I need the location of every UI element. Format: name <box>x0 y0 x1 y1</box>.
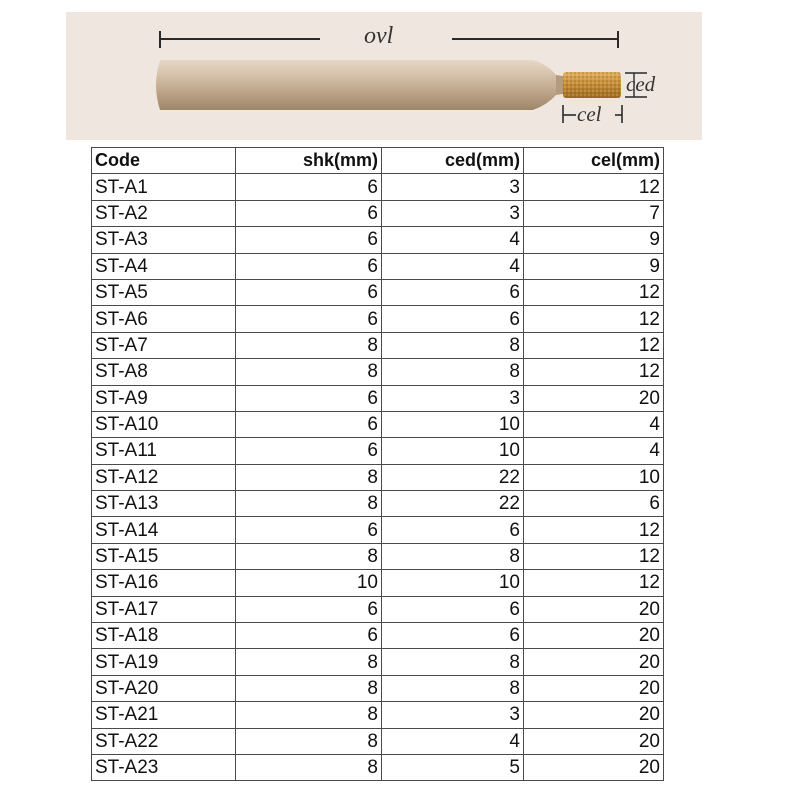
abrasive-texture <box>563 72 621 98</box>
mounted-point-illustration <box>66 12 702 140</box>
cell-code: ST-A15 <box>92 543 236 569</box>
cell-ced: 6 <box>382 596 524 622</box>
table-row <box>92 279 664 305</box>
cell-code: ST-A17 <box>92 596 236 622</box>
cell-ced: 10 <box>382 411 524 437</box>
cell-ced: 3 <box>382 174 524 200</box>
table-row <box>92 570 664 596</box>
table-row <box>92 385 664 411</box>
cell-code: ST-A22 <box>92 728 236 754</box>
ced-label: ced <box>626 72 656 96</box>
cell-ced: 4 <box>382 728 524 754</box>
cell-code: ST-A1 <box>92 174 236 200</box>
cell-cel: 12 <box>524 174 664 200</box>
cell-cel: 9 <box>524 227 664 253</box>
cell-shk: 6 <box>236 306 382 332</box>
cell-code: ST-A8 <box>92 359 236 385</box>
cell-ced: 10 <box>382 570 524 596</box>
cell-shk: 6 <box>236 517 382 543</box>
cell-ced: 6 <box>382 517 524 543</box>
cell-shk: 6 <box>236 200 382 226</box>
table-row <box>92 491 664 517</box>
table-row <box>92 227 664 253</box>
cell-cel: 12 <box>524 306 664 332</box>
shank-neck <box>556 75 563 95</box>
cell-code: ST-A12 <box>92 464 236 490</box>
cell-code: ST-A2 <box>92 200 236 226</box>
table-row <box>92 517 664 543</box>
tool-diagram <box>66 12 702 140</box>
cell-code: ST-A20 <box>92 675 236 701</box>
cell-shk: 6 <box>236 385 382 411</box>
cell-cel: 12 <box>524 332 664 358</box>
cell-shk: 6 <box>236 253 382 279</box>
cell-cel: 6 <box>524 491 664 517</box>
table-row <box>92 754 664 780</box>
cell-ced: 6 <box>382 306 524 332</box>
cell-cel: 4 <box>524 411 664 437</box>
cell-shk: 6 <box>236 174 382 200</box>
cell-code: ST-A16 <box>92 570 236 596</box>
cell-shk: 6 <box>236 279 382 305</box>
cell-cel: 20 <box>524 675 664 701</box>
cell-cel: 9 <box>524 253 664 279</box>
cell-ced: 22 <box>382 491 524 517</box>
cell-shk: 6 <box>236 596 382 622</box>
cell-shk: 10 <box>236 570 382 596</box>
cell-code: ST-A11 <box>92 438 236 464</box>
cell-code: ST-A7 <box>92 332 236 358</box>
cell-cel: 20 <box>524 385 664 411</box>
table-row <box>92 543 664 569</box>
cell-shk: 8 <box>236 754 382 780</box>
cell-code: ST-A9 <box>92 385 236 411</box>
header-ced: ced(mm) <box>382 148 524 174</box>
cell-code: ST-A13 <box>92 491 236 517</box>
table-row <box>92 438 664 464</box>
header-shk: shk(mm) <box>236 148 382 174</box>
table-row <box>92 411 664 437</box>
table-row <box>92 649 664 675</box>
cell-code: ST-A3 <box>92 227 236 253</box>
cell-cel: 12 <box>524 570 664 596</box>
table-row <box>92 675 664 701</box>
ovl-label: ovl <box>364 23 394 49</box>
cell-cel: 7 <box>524 200 664 226</box>
cell-code: ST-A19 <box>92 649 236 675</box>
header-cel: cel(mm) <box>524 148 664 174</box>
cell-ced: 6 <box>382 279 524 305</box>
cell-code: ST-A4 <box>92 253 236 279</box>
table-row <box>92 332 664 358</box>
cell-shk: 8 <box>236 332 382 358</box>
cell-code: ST-A18 <box>92 623 236 649</box>
cell-cel: 20 <box>524 649 664 675</box>
header-code: Code <box>92 148 236 174</box>
cell-shk: 8 <box>236 491 382 517</box>
cell-ced: 6 <box>382 623 524 649</box>
cell-code: ST-A10 <box>92 411 236 437</box>
cell-code: ST-A14 <box>92 517 236 543</box>
cell-code: ST-A6 <box>92 306 236 332</box>
cell-ced: 8 <box>382 649 524 675</box>
cell-shk: 8 <box>236 702 382 728</box>
cell-ced: 8 <box>382 675 524 701</box>
cell-ced: 3 <box>382 200 524 226</box>
table-row <box>92 253 664 279</box>
cell-shk: 8 <box>236 728 382 754</box>
cell-cel: 20 <box>524 754 664 780</box>
table-row <box>92 702 664 728</box>
cell-ced: 4 <box>382 227 524 253</box>
cell-ced: 8 <box>382 359 524 385</box>
cell-cel: 12 <box>524 543 664 569</box>
cell-cel: 20 <box>524 623 664 649</box>
cell-ced: 5 <box>382 754 524 780</box>
cell-ced: 22 <box>382 464 524 490</box>
cell-ced: 8 <box>382 543 524 569</box>
cell-ced: 4 <box>382 253 524 279</box>
cell-cel: 12 <box>524 359 664 385</box>
cell-shk: 8 <box>236 359 382 385</box>
cell-shk: 6 <box>236 438 382 464</box>
table-row <box>92 359 664 385</box>
cell-cel: 4 <box>524 438 664 464</box>
cell-shk: 6 <box>236 623 382 649</box>
cell-shk: 8 <box>236 649 382 675</box>
table-row <box>92 200 664 226</box>
cell-cel: 12 <box>524 279 664 305</box>
cell-ced: 8 <box>382 332 524 358</box>
cell-ced: 10 <box>382 438 524 464</box>
table-header-row <box>92 148 664 174</box>
cell-shk: 6 <box>236 227 382 253</box>
cell-ced: 3 <box>382 702 524 728</box>
table-row <box>92 728 664 754</box>
table-row <box>92 464 664 490</box>
cel-label: cel <box>577 102 602 126</box>
cell-shk: 8 <box>236 675 382 701</box>
table-row <box>92 174 664 200</box>
cell-code: ST-A23 <box>92 754 236 780</box>
table-row <box>92 623 664 649</box>
cell-cel: 20 <box>524 728 664 754</box>
cell-shk: 8 <box>236 464 382 490</box>
cell-code: ST-A5 <box>92 279 236 305</box>
cell-cel: 20 <box>524 596 664 622</box>
table-row <box>92 596 664 622</box>
specification-table <box>91 147 664 781</box>
cell-shk: 8 <box>236 543 382 569</box>
cell-shk: 6 <box>236 411 382 437</box>
shank <box>156 60 556 110</box>
cell-cel: 10 <box>524 464 664 490</box>
cell-cel: 12 <box>524 517 664 543</box>
cell-code: ST-A21 <box>92 702 236 728</box>
table-row <box>92 306 664 332</box>
cell-cel: 20 <box>524 702 664 728</box>
cell-ced: 3 <box>382 385 524 411</box>
